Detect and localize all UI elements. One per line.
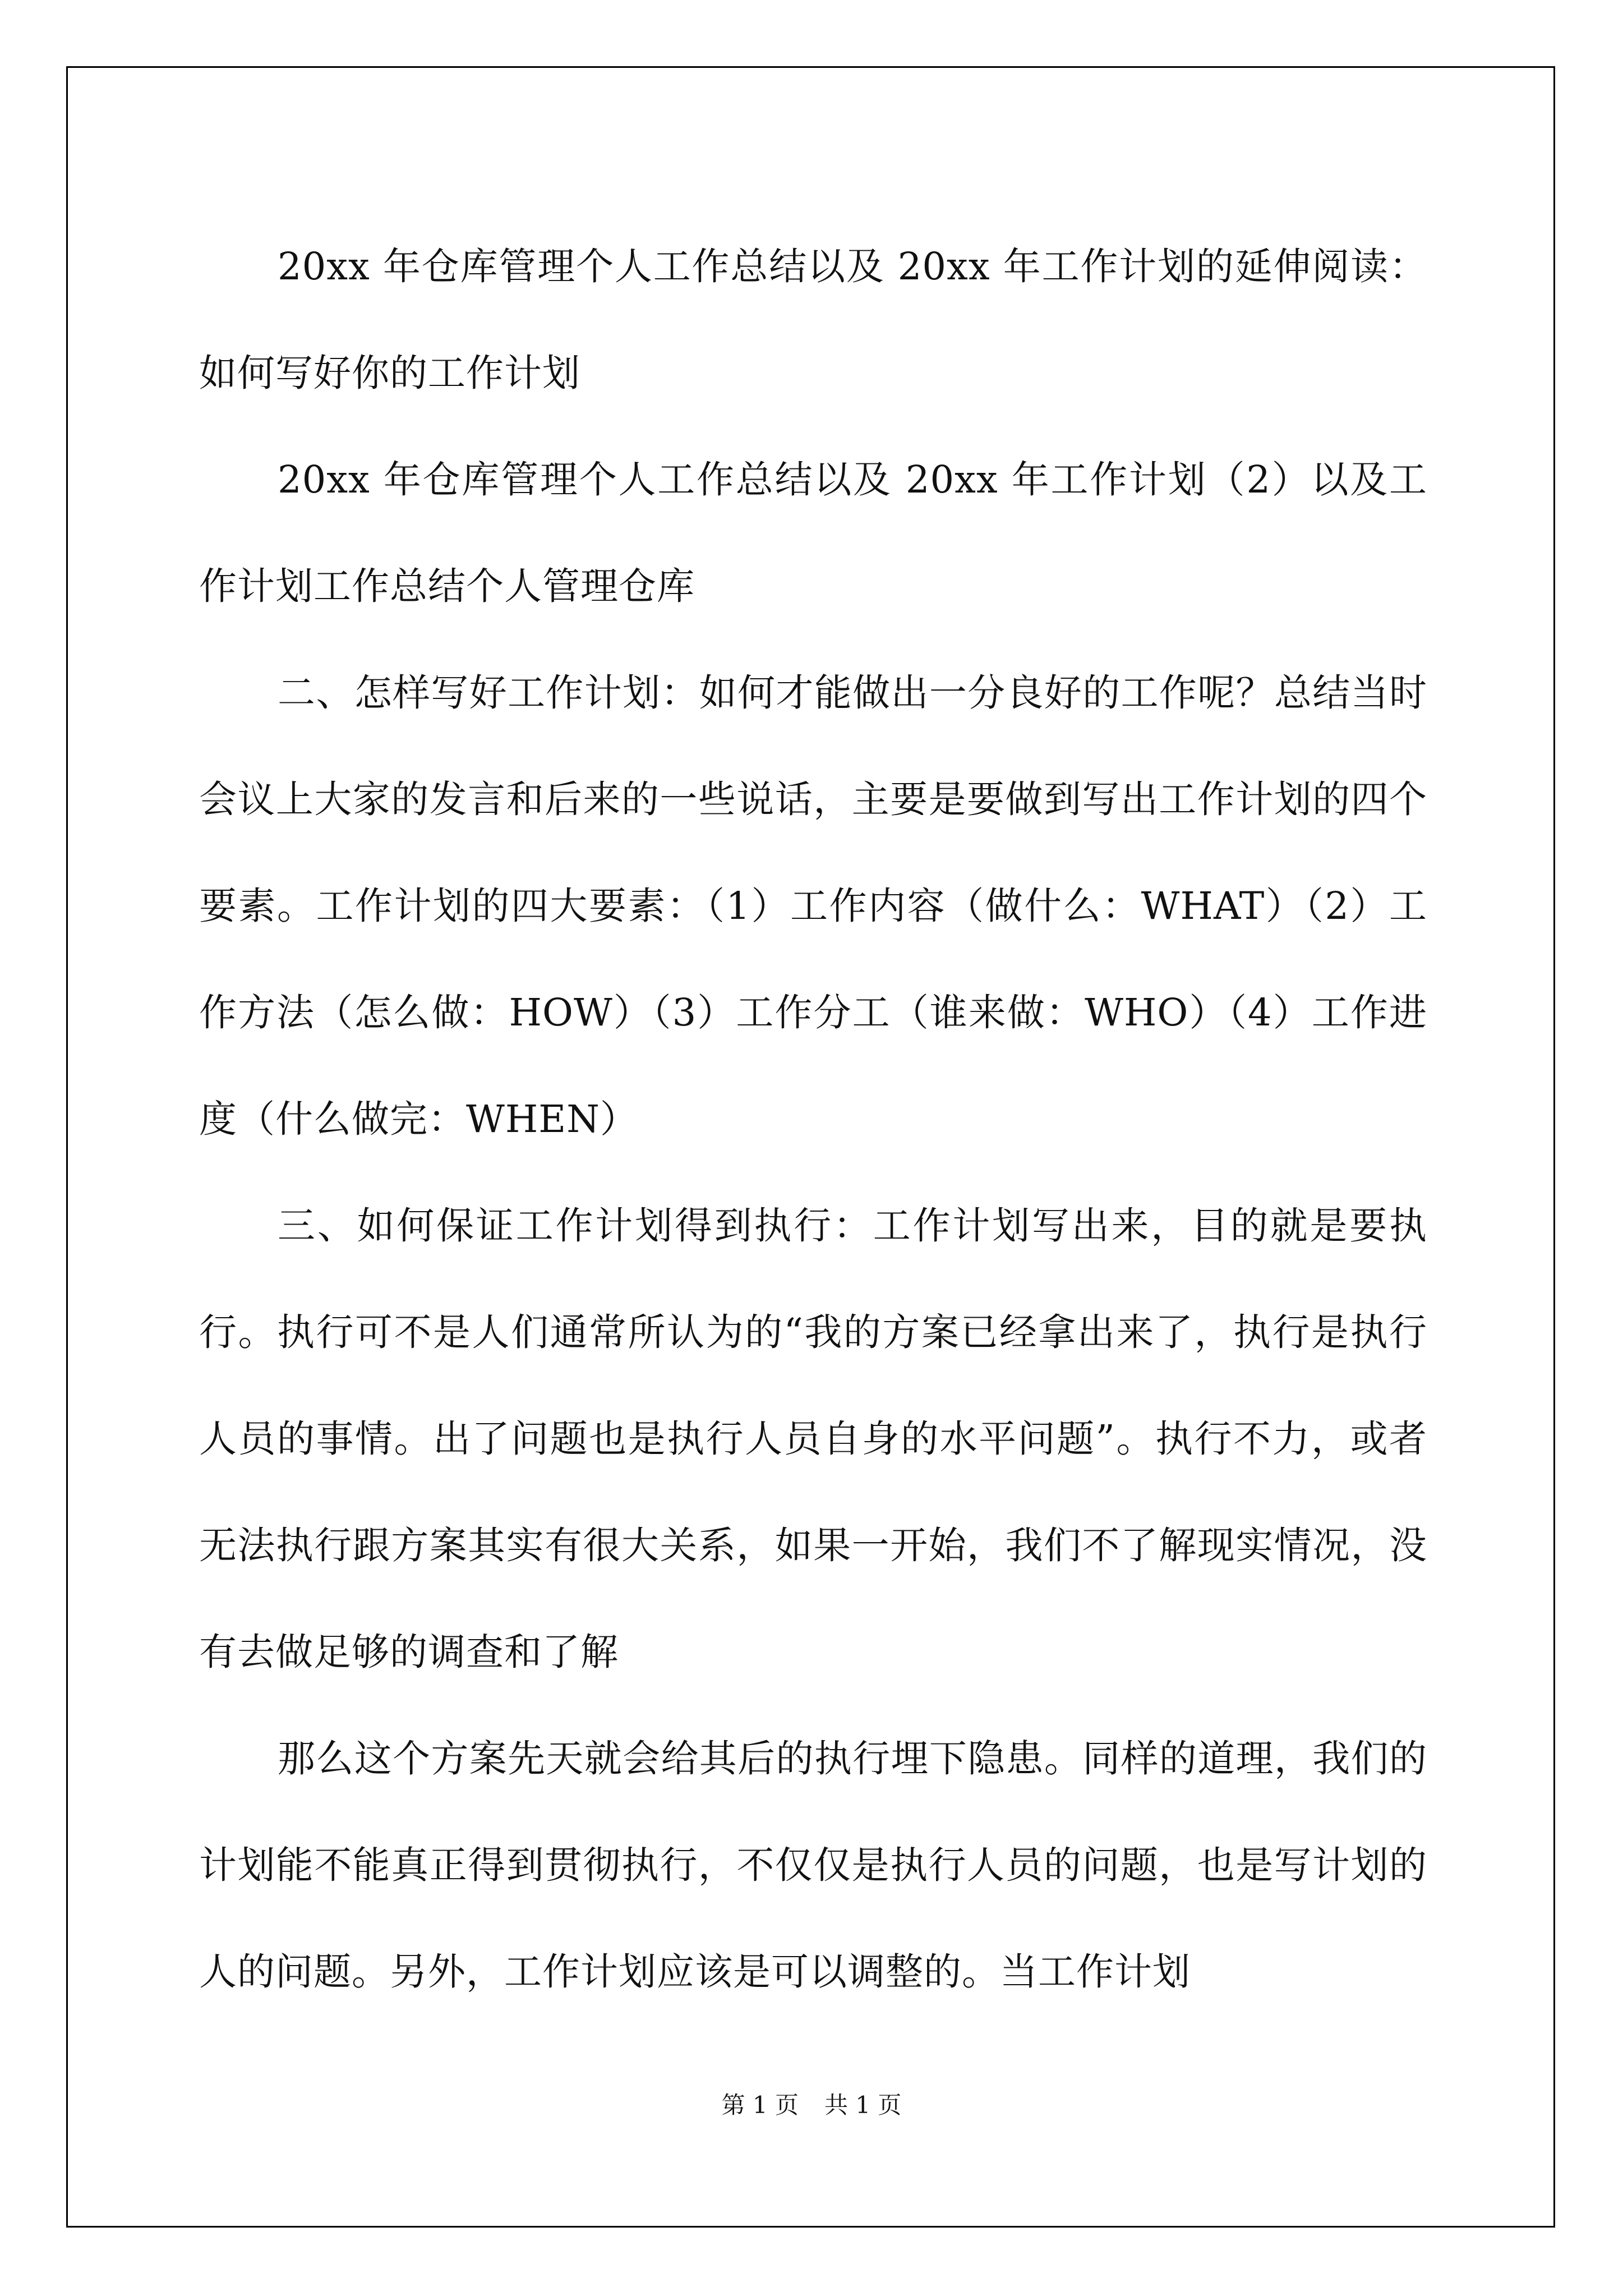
page-number: 第 1 页 (721, 2091, 799, 2119)
paragraph-3: 二、怎样写好工作计划：如何才能做出一分良好的工作呢？总结当时会议上大家的发言和后来的一些说话，主要是要做到写出工作计划的四个要素。工作计划的四大要素：（1）工作内容（做什么：WHAT）（2）工作方法（怎么做：HOW）（3）工作分工（谁来做：WHO）（4）工作进度（什么做完：WHEN） (199, 671, 1427, 1141)
paragraph-5: 那么这个方案先天就会给其后的执行埋下隐患。同样的道理，我们的计划能不能真正得到贯彻执行，不仅仅是执行人员的问题，也是写计划的人的问题。另外，工作计划应该是可以调整的。当工作计划 (199, 1737, 1427, 1994)
document-body (199, 213, 1427, 2025)
page-total: 共 1 页 (824, 2091, 902, 2119)
paragraph-4: 三、如何保证工作计划得到执行：工作计划写出来，目的就是要执行。执行可不是人们通常所认为的“我的方案已经拿出来了，执行是执行人员的事情。出了问题也是执行人员自身的水平问题”。执行不力，或者无法执行跟方案其实有很大关系，如果一开始，我们不了解现实情况，没有去做足够的调查和了解 (199, 1204, 1427, 1674)
paragraph-1: 20xx 年仓库管理个人工作总结以及 20xx 年工作计划的延伸阅读：如何写好你的工作计划 (199, 245, 1427, 395)
page-footer (0, 2087, 1623, 2120)
paragraph-2: 20xx 年仓库管理个人工作总结以及 20xx 年工作计划（2）以及工作计划工作总结个人管理仓库 (199, 458, 1427, 608)
